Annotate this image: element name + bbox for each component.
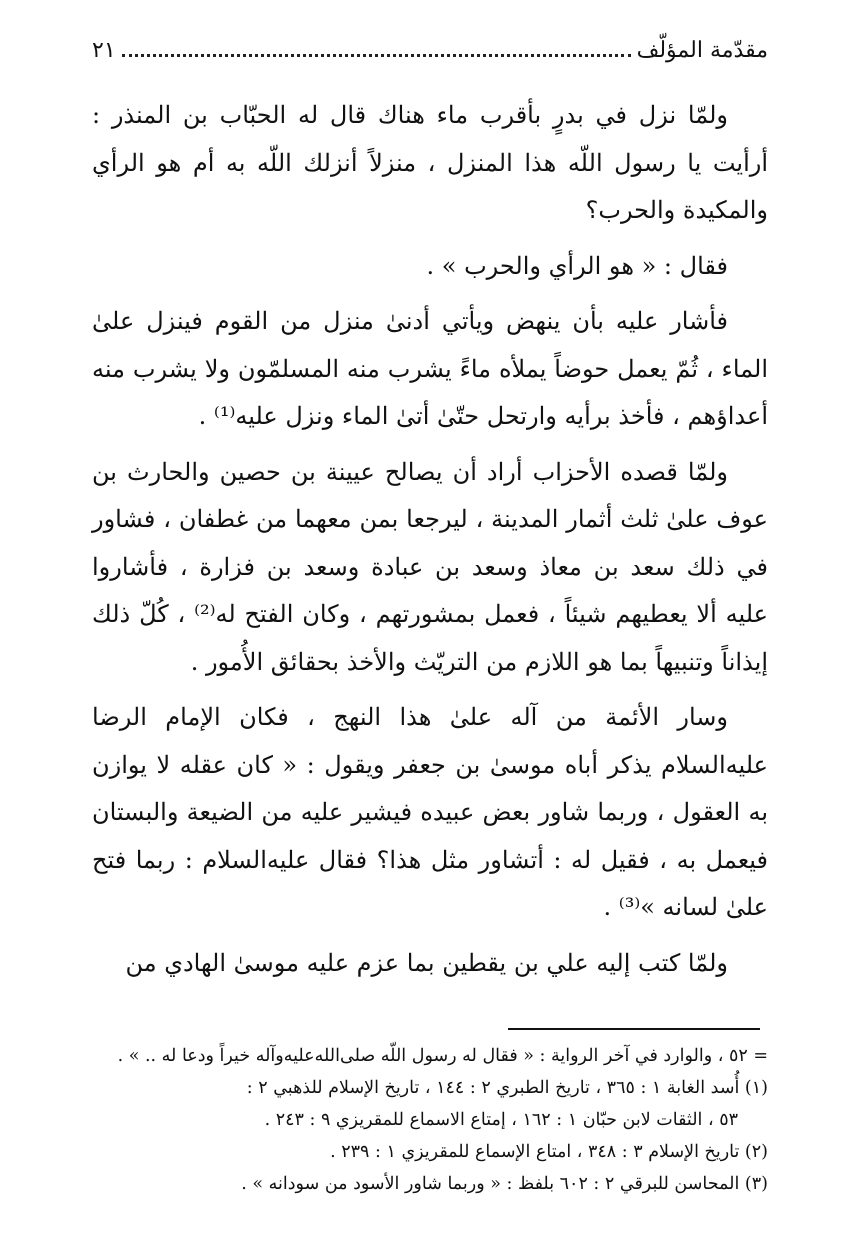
footnote-1-continued: ٥٣ ، الثقات لابن حبّان ١ : ١٦٢ ، إمتاع الاسماع للمقريزي ٩ : ٢٤٣ . xyxy=(264,1110,738,1130)
footnotes xyxy=(92,1040,768,1200)
footnote-continuation: = ٥٢ ، والوارد في آخر الرواية : « فقال له رسول اللّه صلى‌الله‌عليه‌وآله خيراً ودعا له .. » . xyxy=(117,1046,768,1066)
paragraph-yaqtin: ولمّا كتب إليه علي بن يقطين بما عزم عليه موسىٰ الهادي من xyxy=(125,948,728,977)
footnote-3: (٣) المحاسن للبرقي ٢ : ٦٠٢ بلفظ : « وربما شاور الأسود من سودانه » . xyxy=(241,1174,768,1194)
main-text xyxy=(92,92,768,987)
running-header xyxy=(92,38,768,78)
footnote-divider xyxy=(508,1028,760,1030)
paragraph-badr: ولمّا نزل في بدرٍ بأقرب ماء هناك قال له الحبّاب بن المنذر : أرأيت يا رسول اللّه هذا المنزل ، منزلاً أنزلك اللّه به أم هو الرأي والمكيدة والحرب؟ xyxy=(92,101,768,224)
paragraph-imams: وسار الأئمة من آله علىٰ هذا النهج ، فكان الإمام الرضا عليه‌السلام يذكر أباه موسىٰ بن جعفر ويقول : « كان عقله لا يوازن به العقول ، وربما شاور بعض عبيده فيشير عليه من الضيعة والبستان فيعمل به ، فقيل له : أتشاور مثل هذا؟ فقال عليه‌السلام : ربما فتح علىٰ لسانه »⁽³⁾ . xyxy=(92,703,768,921)
paragraph-advice: فأشار عليه بأن ينهض ويأتي أدنىٰ منزل من القوم فينزل علىٰ الماء ، ثُمّ يعمل حوضاً يملأه ماءً يشرب منه المسلمّون ولا يشرب منه أعداؤهم ، فأخذ برأيه وارتحل حتّىٰ أتىٰ الماء ونزل عليه⁽¹⁾ . xyxy=(92,307,768,430)
paragraph-ahzab: ولمّا قصده الأحزاب أراد أن يصالح عيينة بن حصين والحارث بن عوف علىٰ ثلث أثمار المدينة ، ليرجعا بمن معهما من غطفان ، فشاور في ذلك سعد بن معاذ وسعد بن عبادة وسعد بن فزارة ، فأشاروا عليه ألا يعطيهم شيئاً ، فعمل بمشورتهم ، وكان الفتح له⁽²⁾ ، كُلّ ذلك إيذاناً وتنبيهاً بما هو اللازم من التريّث والأخذ بحقائق الأُمور . xyxy=(92,457,768,676)
page-number: ٢١ xyxy=(92,38,116,63)
footnote-1: (١) أُسد الغابة ١ : ٣٦٥ ، تاريخ الطبري ٢ : ١٤٤ ، تاريخ الإسلام للذهبي ٢ : xyxy=(246,1078,768,1098)
footnote-2: (٢) تاريخ الإسلام ٣ : ٣٤٨ ، امتاع الإسماع للمقريزي ١ : ٢٣٩ . xyxy=(330,1142,768,1162)
dot-leader xyxy=(122,40,631,57)
paragraph-reply: فقال : « هو الرأي والحرب » . xyxy=(426,251,728,280)
chapter-title: مقدّمة المؤلّف xyxy=(636,38,768,63)
